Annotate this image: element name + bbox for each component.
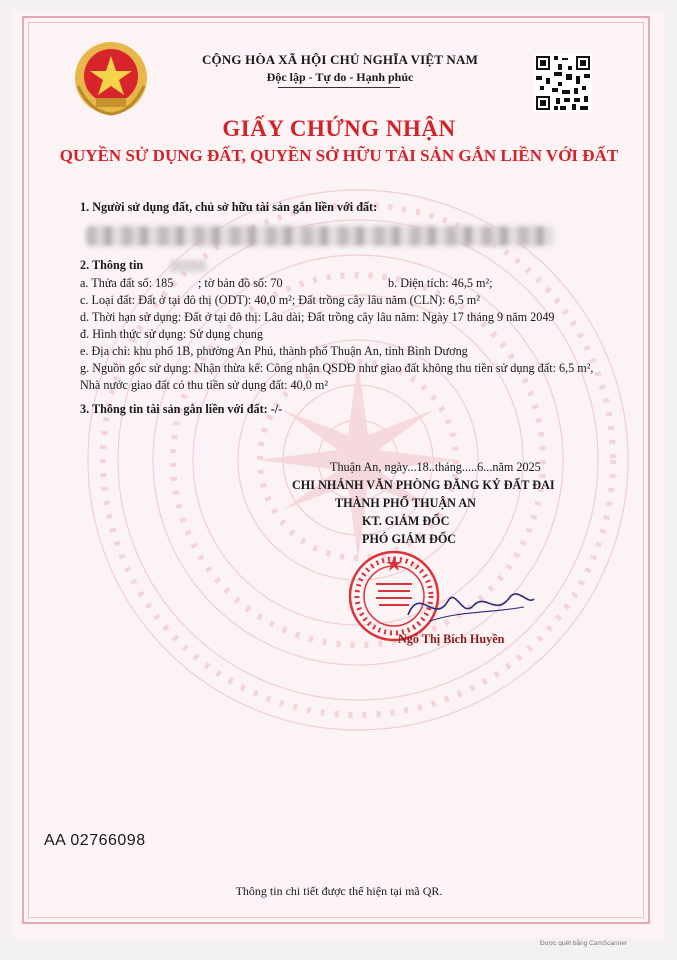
land-origin: g. Nguồn gốc sử dụng: Nhận thừa kế: Công nhận QSDĐ như giao đất không thu tiền sử dụng đất: 6,5 m², xyxy=(80,361,594,375)
section-3-heading: 3. Thông tin tài sản gắn liền với đất: -/- xyxy=(80,402,283,416)
usage-form: đ. Hình thức sử dụng: Sử dụng chung xyxy=(80,327,263,341)
land-area: b. Diện tích: 46,5 m²; xyxy=(388,276,493,290)
certificate-title: GIẤY CHỨNG NHẬN xyxy=(222,116,456,141)
issuing-office: CHI NHÁNH VĂN PHÒNG ĐĂNG KÝ ĐẤT ĐAI xyxy=(292,478,555,492)
national-name: CỘNG HÒA XÃ HỘI CHỦ NGHĨA VIỆT NAM xyxy=(201,52,479,67)
land-origin-continued: Nhà nước giao đất có thu tiền sử dụng đất: 40,0 m² xyxy=(80,378,329,392)
scanner-watermark: Được quét bằng CamScanner xyxy=(540,940,628,947)
land-type: c. Loại đất: Đất ở tại đô thị (ODT): 40,0 m²; Đất trồng cây lâu năm (CLN): 6,5 m² xyxy=(80,293,480,307)
national-emblem-icon xyxy=(70,38,152,120)
signer-name: Ngô Thị Bích Huyền xyxy=(398,632,505,646)
usage-term: d. Thời hạn sử dụng: Đất ở tại đô thị: Lâu dài; Đất trồng cây lâu năm: Ngày 17 tháng 9 năm 2049 xyxy=(80,310,555,324)
section-1-heading: 1. Người sử dụng đất, chủ sở hữu tài sản gắn liền với đất: xyxy=(80,200,378,214)
handwritten-signature xyxy=(400,575,540,635)
map-sheet-number: ; tờ bản đồ số: 70 xyxy=(198,276,283,290)
national-motto: Độc lập - Tự do - Hạnh phúc xyxy=(266,70,414,84)
redacted-heading-part xyxy=(170,260,206,272)
redacted-owner-name xyxy=(86,226,554,246)
qr-code-icon xyxy=(534,54,592,112)
qr-info-note: Thông tin chi tiết được thể hiện tại mã QR. xyxy=(235,884,443,898)
issue-date: Thuận An, ngày...18..tháng.....6...năm 2025 xyxy=(330,460,541,474)
parcel-number: a. Thửa đất số: 185 xyxy=(80,276,174,290)
issuing-city: THÀNH PHỐ THUẬN AN xyxy=(335,496,476,510)
signer-authority: KT. GIÁM ĐỐC xyxy=(362,514,450,528)
certificate-subtitle: QUYỀN SỬ DỤNG ĐẤT, QUYỀN SỞ HỮU TÀI SẢN GẮN LIỀN VỚI ĐẤT xyxy=(59,146,619,165)
signer-title: PHÓ GIÁM ĐỐC xyxy=(362,532,457,546)
certificate-serial-number: AA 02766098 xyxy=(44,832,146,849)
section-2-heading: 2. Thông tin xyxy=(80,258,144,272)
land-address: e. Địa chỉ: khu phố 1B, phường An Phú, thành phố Thuận An, tỉnh Bình Dương xyxy=(80,344,468,358)
motto-underline xyxy=(278,87,400,88)
